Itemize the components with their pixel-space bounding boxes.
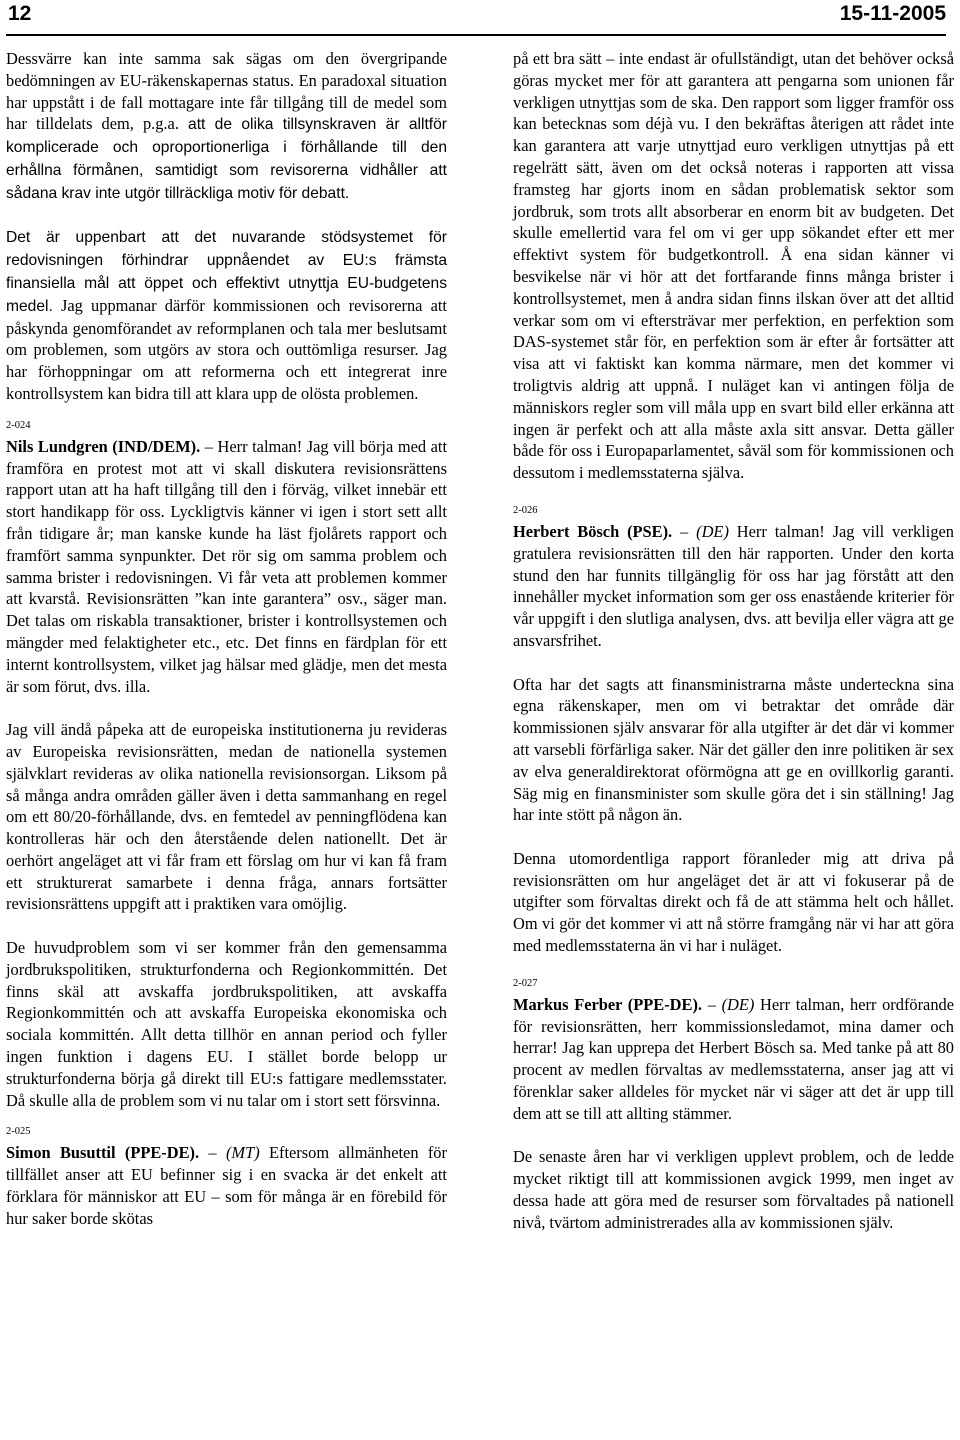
- paragraph-recent-years: De senaste åren har vi verkligen upplevt problem, och de ledde mycket riktigt till att kommissionen avgick 1999, men inget av dessa hade att göra med de resurser som förvaltades på nationell nivå, tvärtom administrerades alla av kommissionen själv.: [513, 1147, 954, 1232]
- paragraph-finance-ministers: Ofta har det sagts att finansministrarna måste underteckna sina egna räkenskaper, men om vi betraktar det område där kommissionen själv ansvarar för alla utgifter är det där vi kommer att varsebli förfärliga saker. När det gäller den inre politiken är sex av elva generaldirektorat oförmögna att ge en ovillkorlig garanti. Säg mig en finansminister som skulle göra det i sin ställning! Jag har inte stött på någon än.: [513, 674, 954, 825]
- page-header: [6, 0, 946, 36]
- paragraph-support-system: [6, 226, 447, 404]
- paragraph-text: Jag uppmanar därför kommissionen och revisorerna att påskynda genomförandet av reformplanen och tala mer beslutsamt om problemen, som utgörs av stora och outtömliga resurser. Jag har förhoppningar om att reformerna och ett integrerat inre kontrollsystem kan bidra till att klara upp de olösta problemen.: [6, 295, 447, 403]
- right-column: [513, 48, 954, 1234]
- speaker-name: Nils Lundgren (IND/DEM).: [6, 436, 201, 456]
- speech-text: Eftersom allmänheten för tillfället anser att EU befinner sig i en svacka är det enkelt att förklara för människor att EU – som för många är en förebild för hur saker borde skötas: [6, 1143, 447, 1228]
- paragraph-status: [6, 48, 447, 205]
- paragraph-continuation: på ett bra sätt – inte endast är ofullständigt, utan det behöver också göras mycket mer för att garantera att pengarna som unionen får verkligen utnyttjas som de ska. Den rapport som ligger framför oss kan betecknas som déjà vu. I den bekräftas återigen att rådet inte kan garantera att varje utnyttjad euro verkligen utnyttjas på ett regelrätt sätt, även om det också noteras i rapporten att vissa framsteg har gjorts inom en sådan problematisk sektor som jordbruk, som trots allt absorberar en enorm bit av budgeten. Det skulle emellertid vara fel om vi ger upp sökandet efter ett mer effektivt system för budgetkontroll. Å ena sidan känner vi besvikelse när vi hör att det fortfarande finns många brister i kontrollsystemet, men å andra sidan finns ilskan över att det alltid verkar som om vi eftersträvar mer perfektion, en perfektion som DAS-systemet står för, en perfektion som är efter år fortsätter att visa att vi faktiskt kan komma närmare, men det kommer vi troligtvis aldrig att uppnå. I nuläget kan vi antingen följa de människors regler som vill måla upp en svart bild eller erkänna att ingen är perfekt och att alla måste axla sitt ansvar. Detta gäller både för oss i Europaparlamentet, såväl som för kommissionen och dessutom i medlemsstaterna själva.: [513, 49, 954, 483]
- paragraph-institutions: Jag vill ändå påpeka att de europeiska institutionerna ju revideras av Europeiska revisionsrätten, medan de nationella systemen självklart revideras av olika nationella revisionsorgan. Liksom på så många andra områden gäller även i detta sammanhang en regel om ett 80/20-förhållande, dvs. en femtedel av penningflödena kan kontrolleras här och den återstående delen nationellt. Det är oerhört angeläget att vi får fram ett förslag om hur vi kan få fram ett strukturerat samarbete i denna fråga, annars fortsätter revisionsrättens uppgift att i praktiken vara omöjlig.: [6, 720, 447, 914]
- speech-text: – Herr talman! Jag vill börja med att framföra en protest mot att vi skall diskutera revisionsrättens rapport utan att ha haft tillgång till den i förväg, vilket innebär ett stort handikapp för oss. Lyckligtvis känner vi igen i stort sett allt från tidigare år; man kanske kunde ha läst fjolårets rapport och framfört samma synpunkter. Det rör sig om samma problem och samma brister i redovisningen. Vi får veta att problemen kommer att kvarstå. Revisionsrätten ”kan inte garantera” osv., säger man. Det talas om riskabla transaktioner, brister i kontrollsystemen och mängder med felaktigheter etc., etc. Det finns en färdplan för ett internt kontrollsystem, vilket jag hälsar med glädje, men det mesta är som förut, dvs. illa.: [6, 436, 447, 696]
- page-number: 12: [8, 2, 32, 25]
- speaker-name: Markus Ferber (PPE-DE).: [513, 994, 703, 1014]
- paragraph-main-problems: De huvudproblem som vi ser kommer från den gemensamma jordbrukspolitiken, strukturfonderna och Regionkommittén. Det finns skäl att avskaffa jordbrukspolitiken, att avskaffa Regionkommittén och att avskaffa Europeiska ekonomiska och sociala kommittén. Allt detta tillhör en annan period och fyller ingen funktion i dagens EU. I stället borde belopp ur strukturfonderna börja gå direkt till EU:s fattigare medlemsstater. Då skulle alla de problem som vi nu talar om i stort sett försvinna.: [6, 938, 447, 1110]
- speech-dash: –: [680, 521, 689, 541]
- item-number: 2-026: [513, 504, 538, 516]
- speech-bosch: [513, 521, 954, 652]
- left-column: [6, 48, 447, 1230]
- item-number: 2-027: [513, 977, 538, 989]
- speaker-name: Simon Busuttil (PPE-DE).: [6, 1143, 200, 1163]
- session-date: 15-11-2005: [839, 2, 946, 25]
- item-number: 2-025: [6, 1126, 31, 1138]
- language-tag: (MT): [225, 1143, 260, 1163]
- paragraph-excellent-report: Denna utomordentliga rapport föranleder mig att driva på revisionsrätten om hur angeläget det är att vi fokuserar på de utgifter som förvaltas direkt och få de att stämma helt och hållet. Om vi gör det kommer vi att nå större framgång när vi har att göra med medlemsstaterna än vi har i nuläget.: [513, 848, 954, 956]
- speech-text: Herr talman, herr ordförande för revisionsrätten, herr kommissionsledamot, mina damer och herrar! Jag kan upprepa det Herbert Bösch sa. Med tanke på att 80 procent av medlen förvaltas av medlemsstaterna, anser jag att vi förenklar saker alldeles för mycket när vi säger att det är upp till dem att se till att allting stämmer.: [513, 994, 954, 1123]
- speech-lundgren: [6, 436, 447, 698]
- speech-dash: –: [208, 1143, 217, 1163]
- speech-dash: –: [707, 994, 716, 1014]
- speech-ferber: [513, 994, 954, 1125]
- language-tag: (DE): [721, 994, 755, 1014]
- paragraph-text-sans: att de olika tillsynskraven är alltför komplicerade och oproportionerliga i förhållande till den erhållna förmånen, samtidigt som revisorerna vidhåller att sådana krav inte utgör tillräckliga motiv för debatt.: [6, 116, 447, 202]
- speaker-name: Herbert Bösch (PSE).: [513, 521, 673, 541]
- language-tag: (DE): [696, 521, 729, 541]
- paragraph-text-sans: Det är uppenbart att det nuvarande stödsystemet för redovisningen förhindrar uppnåendet av EU:s främsta finansiella mål att öppet och effektivt utnyttja EU-budgetens medel.: [6, 229, 447, 315]
- speech-busuttil: [6, 1142, 447, 1229]
- paragraph-text: Dessvärre kan inte samma sak sägas om den övergripande bedömningen av EU-räkenskapernas status. En paradoxal situation har uppstått i de fall mottagare inte får tillgång till de medel som har tilldelats dem, p.g.a.: [6, 49, 447, 134]
- speech-text: Herr talman! Jag vill verkligen gratulera revisionsrätten till den här rapporten. Under den korta stund den har funnits tillgänglig för oss har jag förstått att den innehåller mycket information som ger oss enastående kriterier för vår uppgift i den slutliga analysen, dvs. att bevilja eller vägra att ge ansvarsfrihet.: [513, 521, 954, 650]
- item-number: 2-024: [6, 419, 31, 431]
